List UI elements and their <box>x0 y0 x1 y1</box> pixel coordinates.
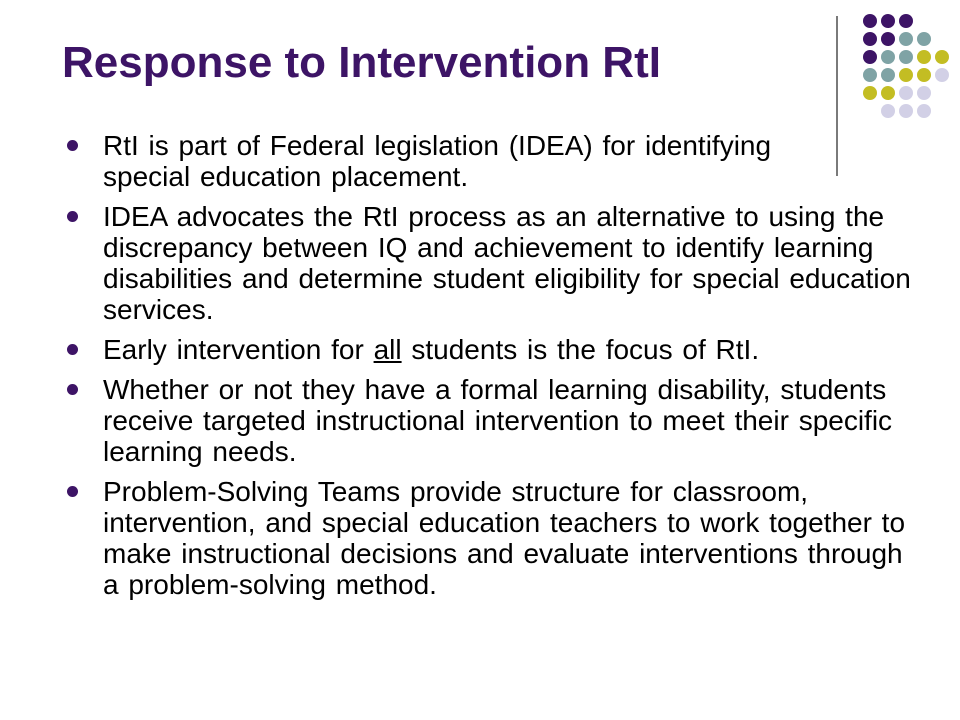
bullet-item <box>62 476 922 600</box>
bullet-emphasis-all: all <box>373 334 402 365</box>
decoration-dot <box>881 32 895 46</box>
decoration-dot <box>881 86 895 100</box>
bullet-item <box>62 334 922 365</box>
decoration-dot <box>917 50 931 64</box>
decoration-dot <box>863 14 877 28</box>
bullet-text: IDEA advocates the RtI process as an alternative to using the discrepancy between IQ and achievement to identify learning disabilities and determine student eligibility for special education services. <box>103 201 911 325</box>
decoration-dot <box>899 32 913 46</box>
decoration-dot <box>917 32 931 46</box>
bullet-text: Whether or not they have a formal learning disability, students receive targeted instructional intervention to meet their specific learning needs. <box>103 374 893 467</box>
decoration-dot <box>935 50 949 64</box>
decoration-dot <box>863 50 877 64</box>
decoration-dot <box>935 68 949 82</box>
bullet-item <box>62 374 922 467</box>
decoration-dot <box>863 68 877 82</box>
bullet-marker-icon <box>67 384 78 395</box>
decoration-dot <box>899 86 913 100</box>
decoration-dot <box>863 86 877 100</box>
slide-title: Response to Intervention RtI <box>62 38 661 87</box>
decoration-dot <box>881 68 895 82</box>
decoration-dot <box>917 86 931 100</box>
decoration-dot <box>917 68 931 82</box>
decoration-dot <box>881 14 895 28</box>
bullet-marker-icon <box>67 140 78 151</box>
decoration-dot <box>917 104 931 118</box>
decoration-dot <box>863 32 877 46</box>
bullet-text-after: students is the focus of RtI. <box>401 334 760 365</box>
bullet-text: Problem-Solving Teams provide structure for classroom, intervention, and special education teachers to work together to make instructional decisions and evaluate interventions through a problem-solving method. <box>103 476 906 600</box>
decoration-dot <box>899 68 913 82</box>
bullet-item <box>62 201 922 325</box>
decoration-dot <box>899 14 913 28</box>
bullet-marker-icon <box>67 211 78 222</box>
bullet-marker-icon <box>67 486 78 497</box>
decoration-dot <box>881 50 895 64</box>
decoration-dot <box>899 104 913 118</box>
decoration-dot <box>899 50 913 64</box>
bullet-item <box>62 130 803 192</box>
bullet-list <box>62 130 922 609</box>
bullet-text: RtI is part of Federal legislation (IDEA) for identifying special education placement. <box>103 130 772 192</box>
bullet-text-before: Early intervention for <box>103 334 374 365</box>
decoration-dot <box>881 104 895 118</box>
bullet-marker-icon <box>67 344 78 355</box>
